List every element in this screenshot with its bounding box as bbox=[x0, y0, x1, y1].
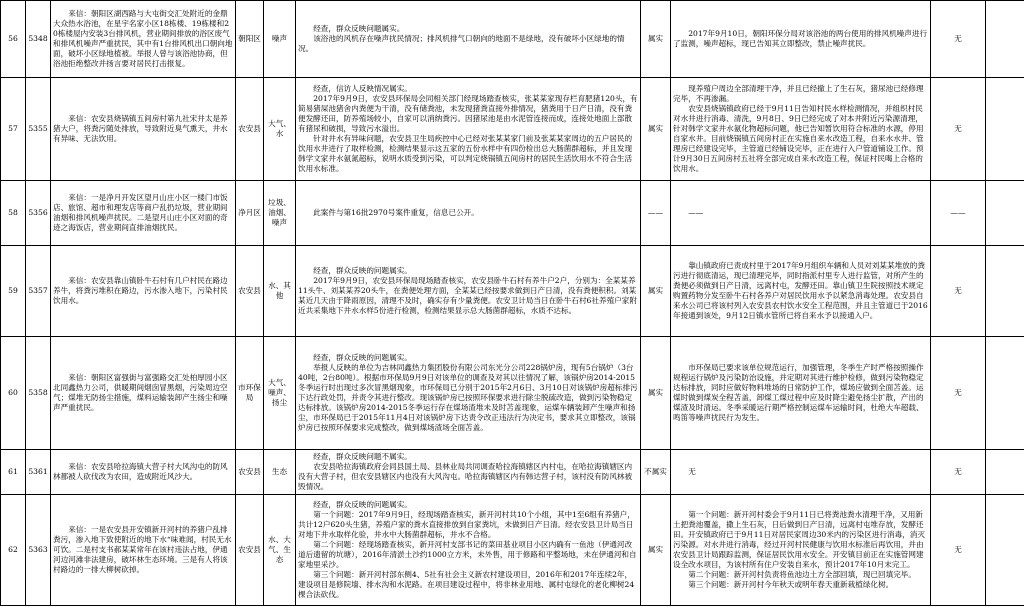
row-number: 62 bbox=[1, 495, 26, 606]
investigation-result-paragraph: 第三个问题：新开河村部东侧4、5社有社会主义新农村建设项目，2016年和2017年连续2年，建设项目是修院墙、排水沟和水泥路。在项目建设过程中，将非林业用地、属村屯绿化的老化柳树24棵合法砍伐。 bbox=[298, 570, 635, 599]
complaint-paragraph: 来信：农安县靠山镇卧牛石村有几户村民在路边养牛，将粪污堆积在路边，污水渗入地下，污染村民饮用水。 bbox=[53, 276, 228, 305]
investigation-result-paragraph: 经查，群众反映的问题属实。 bbox=[313, 500, 412, 509]
complaint-paragraph: 来信：朝阳区湖西路与大屯街交汇处附近的金鼎大众热水浴池，在星宇名家小区18栋楼、19栋楼和20栋楼屋内安装3台排风机，营业期间排放的浴区废气和排风机噪声严重扰民，其中有1台排风机出口朝向地面，破坏小区绿地植被。举报人曾与该浴池协商，但浴池拒绝整改并扬言要对居民打击报复。 bbox=[53, 9, 233, 68]
pollution-type: 垃圾、油烟、噪声 bbox=[264, 181, 296, 246]
complaint-paragraph: 来信：农安县烧锅镇五间房村第九社宋井太是养猪大户，将粪污随处排放，导致附近臭气熏天，井水有异味、无法饮用。 bbox=[53, 114, 228, 143]
table-row bbox=[1, 246, 1024, 337]
pollution-type: 噪声 bbox=[264, 1, 296, 78]
investigation-result-paragraph: 第二个问题：经现场踏查核实，新开河村支部书记的菜田基业项目小区内确有一鱼池（伊通河改道后遗留的坑塘），2016年清淤土沙约1000立方米，未外售，用于修路和平整场地，未在伊通河和自家地里采沙。 bbox=[298, 540, 637, 569]
rectification-action bbox=[671, 337, 931, 450]
complaint-text bbox=[51, 495, 236, 606]
blank-cell bbox=[986, 495, 1024, 606]
blank-cell bbox=[986, 181, 1024, 246]
district: 农安县 bbox=[236, 246, 264, 337]
rectification-action-paragraph: —— bbox=[688, 208, 704, 217]
investigation-result-paragraph: 经查，信访人反映情况属实。 bbox=[313, 84, 412, 93]
accountability: 无 bbox=[931, 1, 986, 78]
complaint-paragraph: 来信：一是农安县开安镇新开河村的养猪户乱排粪污，渗入地下致使附近的地下水“味难闻，村民无水可饮。二是村支书郝某某常年在该村违法占地，伊通河边河滩非法建房，破坏林生态环境。三是有人将该村路边的一排大柳树砍掉。 bbox=[53, 525, 232, 574]
complaint-paragraph: 来信：农安县哈拉海镇大营子村大风沟屯的防风林都被人砍伐改为农田，造成附近风沙大。 bbox=[53, 462, 228, 481]
table-row bbox=[1, 1, 1024, 78]
investigation-result-paragraph: 经查，群众反映问题属实。 bbox=[313, 24, 405, 33]
investigation-result-paragraph: 农安县哈拉海镇政府会同县国土局、县林业局共同调查哈拉海镇辖区内村屯，在哈拉海镇辖区内没有大营子村，但农安县辖区内也没有大风沟屯。哈拉海镇辖区内有韩达营子村，该村没有防风林被毁情况。 bbox=[298, 462, 633, 491]
case-id: 5358 bbox=[26, 337, 51, 450]
investigation-result-paragraph: 第一个问题：2017年9月9日，经现场踏查核实，新开河村共10个小组，其中1至6组有养猪户，共计12户620头生猪，养殖户家的粪水直接排放到自家粪坑，未做到日产日清。经农安县卫计局当日对地下井水取样化验，井水中大肠菌群超标，井水不合格。 bbox=[298, 510, 635, 539]
investigation-result-paragraph: 经查，群众反映的问题属实。 bbox=[313, 353, 412, 362]
case-id: 5361 bbox=[26, 450, 51, 495]
case-id: 5357 bbox=[26, 246, 51, 337]
row-number: 57 bbox=[1, 78, 26, 181]
rectification-action-paragraph: 第三个问题：新开河村今年秋天或明年春天重新栽植绿化树。 bbox=[688, 580, 894, 589]
complaint-text bbox=[51, 1, 236, 78]
accountability: 无 bbox=[931, 78, 986, 181]
complaint-text bbox=[51, 78, 236, 181]
complaint-paragraph: 来信：朝阳区富强街与富强路交汇处柏厚园小区北同鑫热力公司，供暖期间烟囱冒黑烟，污染周边空气；煤堆无防扬尘措施，煤料运输装卸产生扬尘和噪声严重扰民。 bbox=[53, 373, 228, 412]
rectification-action-paragraph: 第一个问题：新开河村委会于9月11日已将粪池粪水清理干净，又用新土把粪池覆盖，撒上生石灰，日后做到日产日清，远离村屯堆存放，发酵还田。开安镇政府已于9月11日对居民家周边30米内的污染区进行消毒，消灭污染源。对水井进行消毒，经过开河村民健康与饮用水标准后再饮用，并由农安县卫计局跟踪监测，保证居民饮用水安全。开安镇目前正在实施管网建设全改水项目，为该村所有住户安装自来水，预计2017年10月末完工。 bbox=[673, 510, 925, 569]
table-row bbox=[1, 181, 1024, 246]
rectification-action-paragraph: 农安县烧锅镇政府已经于9月11日告知村民水样检测情况，并组织村民对水井进行消毒、清洗，9月8日、9日已经完成了对本井附近污染源清理，针对韩学文家井水氨化物超标问题，他已告知暂饮用符合标准的水源，停用自家水井。目前烧锅镇五间房村正在实施自来水改造工程，自来水水井、管理房已经建设完毕，主管道已经铺设完毕，正在进行入户管道铺设工作。预计9月30日五间房村五社将全部完成自来水改造工程，保证村民喝上合格的饮用水。 bbox=[673, 104, 924, 173]
accountability: 无 bbox=[931, 337, 986, 450]
district: 朝阳区 bbox=[236, 1, 264, 78]
blank-cell bbox=[986, 246, 1024, 337]
table-row bbox=[1, 495, 1024, 606]
row-number: 60 bbox=[1, 337, 26, 450]
investigation-result-paragraph: 经查，群众反映问题不属实。 bbox=[313, 452, 412, 461]
verdict: 属实 bbox=[641, 78, 671, 181]
case-id: 5355 bbox=[26, 78, 51, 181]
rectification-action bbox=[671, 78, 931, 181]
investigation-result-paragraph: 2017年9月9日，农安县环保局会同相关部门经现场踏查核实，张某某家现存栏育肥猪120头，有简易猪屎池猪舍内粪便为干清，没有储粪池，未发现猪粪直接外排情况，猪粪用于日产日清，没有粪便发酵还田，防养殖场较小，自家可以消纳粪污。因猪尿池是由水泥管连接而成，连接处地面上部散有猪尿和破损，导致污水溢出。 bbox=[298, 94, 638, 133]
complaint-text bbox=[51, 181, 236, 246]
rectification-action-paragraph: 无 bbox=[688, 467, 696, 476]
accountability: 无 bbox=[931, 450, 986, 495]
blank-cell bbox=[986, 78, 1024, 181]
investigation-result bbox=[296, 181, 641, 246]
investigation-result-paragraph: 该浴池的风机存在噪声扰民情况；排风机排气口朝向的地面不是绿地，没有破坏小区绿地的情况。 bbox=[298, 34, 625, 53]
investigation-result-paragraph: 2017年9月9日，农安县环保局现场踏查核实，农安县卧牛石村有养牛户2户，分别为：全某某养11头牛、刘某某养20头牛，在粪便处理方面，全某某已经按要求做到日产日清，没有粪便积积。刘某某近几天由于降雨原因，清理不及时，确实存有少量粪便。农安卫计局当日在卧牛石村6社养殖户家附近共采集地下井水水样5份进行检测，检测结果显示总大肠菌群超标，水质不达标。 bbox=[298, 276, 637, 315]
blank-cell bbox=[986, 1, 1024, 78]
accountability: 无 bbox=[931, 246, 986, 337]
investigation-result-paragraph: 经查，群众反映的问题属实。 bbox=[313, 266, 412, 275]
case-id: 5356 bbox=[26, 181, 51, 246]
investigation-result bbox=[296, 337, 641, 450]
pollution-type: 水、大气、生态 bbox=[264, 495, 296, 606]
investigation-result bbox=[296, 450, 641, 495]
rectification-action bbox=[671, 1, 931, 78]
complaint-paragraph: 来信：一是净月开发区望月山庄小区一楼门市饭店、旅馆、超市和理发店等商户乱扔垃圾，营业期间油烟和排风机噪声扰民。二是望月山庄小区对面的奇迹之海饭店，营业期间直排油烟扰民。 bbox=[53, 193, 228, 232]
row-number: 59 bbox=[1, 246, 26, 337]
verdict: 属实 bbox=[641, 495, 671, 606]
rectification-action-paragraph: 市环保局已要求该单位规范运行，加强管理，冬季生产时严格按照操作规程运行锅炉及污染防治设施，并定期对其进行维护检修，做到污染物稳定达标排放，同时应做好物料堆场的日常防护工作，煤场应做到全面苫盖。运煤时做到煤炭全程苫盖，卸煤工煤过程中应及时降尘避免扬尘扩散，产出的煤渣及时清运。冬季采暖运行期严格控制运煤车运输时间，杜绝大车超载、鸣笛等噪声扰民行为发生。 bbox=[673, 363, 924, 422]
district: 市环保局 bbox=[236, 337, 264, 450]
table-row bbox=[1, 450, 1024, 495]
district: 净月区 bbox=[236, 181, 264, 246]
blank-cell bbox=[986, 450, 1024, 495]
investigation-result-paragraph: 此案件与第16批2970号案件重复，信息已公开。 bbox=[313, 208, 479, 217]
pollution-type: 水、其他 bbox=[264, 246, 296, 337]
investigation-result-paragraph: 举报人反映的单位为吉林同鑫热力集团股份有限公司东光分公司228锅炉房，现有5台锅炉（3台40吨，2台80吨）。根据市环保局9月9日对该单位的调查及对其以往情况了解，该锅炉房2014-2015冬季运行时出现过多次冒黑烟现象，市环保局已分别于2015年2月6日、3月10日对该锅炉房超标排污下达行政处罚，并责令其进行整改。现该锅炉房已按照环保要求进行除尘脱硫改造，做到污染物稳定达标排放。该锅炉房2014-2015冬季运行存在煤场渣堆未及时苫盖现象，运煤车辆装卸产生噪声和扬尘，市环保局已于2015年11月4日对该锅炉房下达责令改正违法行为决定书，要求其立即整改，该锅炉房已按照环保要求完成整改，做到煤场渣场全面苫盖。 bbox=[298, 363, 638, 432]
investigation-result bbox=[296, 246, 641, 337]
district: 农安县 bbox=[236, 450, 264, 495]
verdict: 属实 bbox=[641, 1, 671, 78]
rectification-action bbox=[671, 450, 931, 495]
accountability: 无 bbox=[931, 495, 986, 606]
rectification-action-paragraph: 第二个问题：新开河村负责将鱼池边土方全部回填，现已回填完毕。 bbox=[688, 570, 916, 579]
verdict: —— bbox=[641, 181, 671, 246]
accountability: —— bbox=[931, 181, 986, 246]
table-row bbox=[1, 337, 1024, 450]
row-number: 58 bbox=[1, 181, 26, 246]
investigation-result-paragraph: 针对井水有异味问题，农安县卫生局疾控中心已经对张某某家门前及张某某家周边的五户居民的饮用水井进行了取样检测，检测结果显示这五家的五份水样中有四份检出总大肠菌群超标，并且发现韩学文家井水氨氮超标，说明水质受到污染，可以判定烧锅镇五间房村的居民生活饮用水不符合生活饮用水标准。 bbox=[298, 134, 633, 173]
pollution-type: 大气、水 bbox=[264, 78, 296, 181]
verdict: 属实 bbox=[641, 337, 671, 450]
complaint-text bbox=[51, 246, 236, 337]
rectification-action-paragraph: 2017年9月10日，朝阳环保分局对该浴池的两台使用的排风机噪声进行了监测，噪声超标，现已告知其立即整改，禁止噪声扰民。 bbox=[673, 29, 928, 48]
table-row bbox=[1, 78, 1024, 181]
rectification-action bbox=[671, 495, 931, 606]
rectification-action-paragraph: 靠山镇政府已责成村里于2017年9月组织车辆和人员对刘某某堆放的粪污进行彻底清运，现已清理完毕，同时指派村里专人进行监管，对所产生的粪便必须做到日产日清，远离村屯，发酵还田。靠山镇卫生院按照技术规定购置药物分发至卧牛石村各养户对居民饮用水予以紧急消毒处理。农安县自来水公司已将该村列入农安县农村饮水安全工程范围，并且主管道已于2016年接通到该处，9月12日镇水管所已将自来水予以接通入户。 bbox=[673, 261, 928, 320]
blank-cell bbox=[986, 337, 1024, 450]
district: 农安县 bbox=[236, 78, 264, 181]
pollution-type: 大气、噪声、扬尘 bbox=[264, 337, 296, 450]
verdict: 不属实 bbox=[641, 450, 671, 495]
pollution-type: 生态 bbox=[264, 450, 296, 495]
case-id: 5363 bbox=[26, 495, 51, 606]
complaint-text bbox=[51, 337, 236, 450]
district: 农安县 bbox=[236, 495, 264, 606]
investigation-result bbox=[296, 78, 641, 181]
rectification-action bbox=[671, 181, 931, 246]
rectification-action-paragraph: 现养殖户周边全部清理干净，并且已经撤上了生石灰，猪尿池已经修理完毕，不再渗漏。 bbox=[673, 84, 924, 103]
investigation-result bbox=[296, 1, 641, 78]
rectification-action bbox=[671, 246, 931, 337]
case-id: 5348 bbox=[26, 1, 51, 78]
verdict: 属实 bbox=[641, 246, 671, 337]
row-number: 56 bbox=[1, 1, 26, 78]
row-number: 61 bbox=[1, 450, 26, 495]
investigation-result bbox=[296, 495, 641, 606]
complaint-text bbox=[51, 450, 236, 495]
